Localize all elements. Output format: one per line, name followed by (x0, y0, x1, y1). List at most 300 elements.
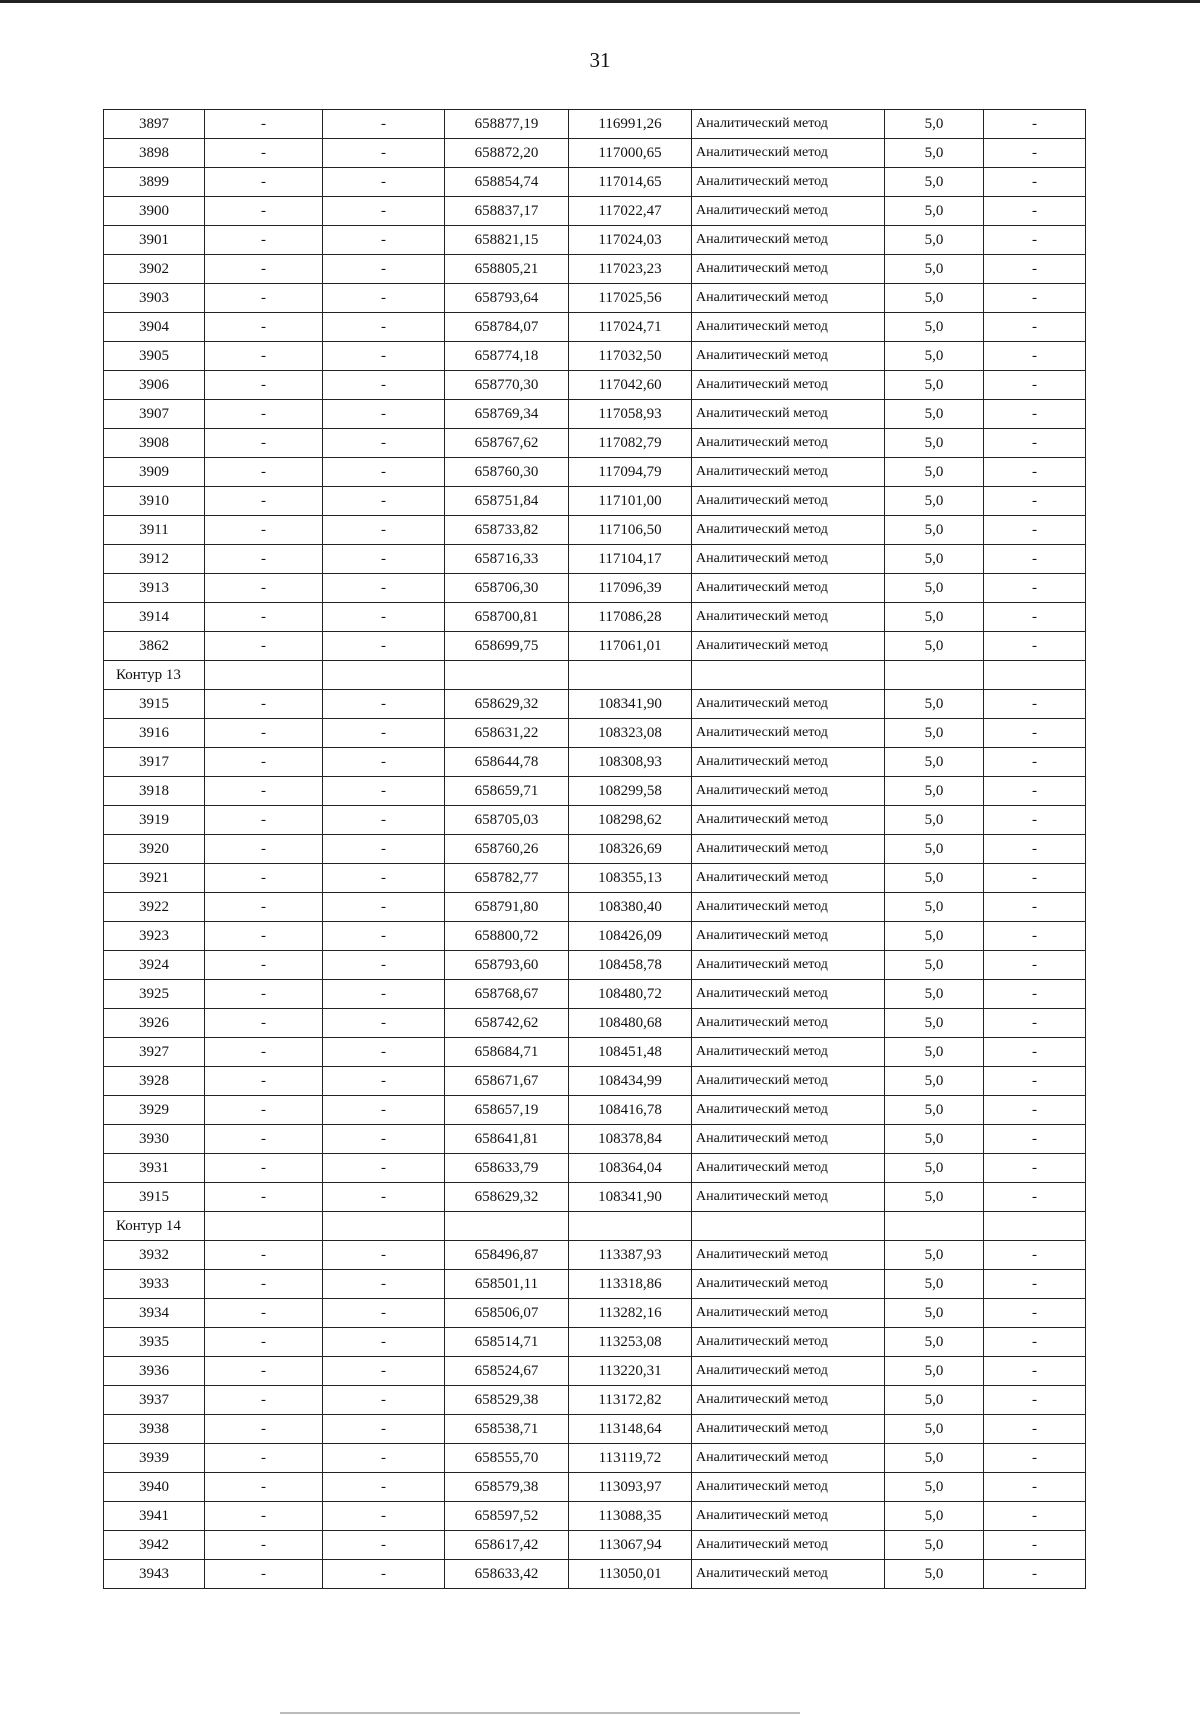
method-cell: Аналитический метод (692, 719, 885, 748)
contour-label: Контур 13 (104, 661, 205, 690)
method-cell: Аналитический метод (692, 371, 885, 400)
y-coordinate-cell: 117061,01 (569, 632, 692, 661)
empty-dash-cell: - (984, 835, 1086, 864)
empty-dash-cell: - (205, 1415, 323, 1444)
point-number-cell: 3933 (104, 1270, 205, 1299)
y-coordinate-cell: 108451,48 (569, 1038, 692, 1067)
y-coordinate-cell: 113387,93 (569, 1241, 692, 1270)
x-coordinate-cell: 658641,81 (445, 1125, 569, 1154)
empty-dash-cell: - (984, 806, 1086, 835)
method-cell: Аналитический метод (692, 429, 885, 458)
x-coordinate-cell: 658805,21 (445, 255, 569, 284)
point-number-cell: 3929 (104, 1096, 205, 1125)
x-coordinate-cell: 658770,30 (445, 371, 569, 400)
empty-dash-cell: - (984, 1560, 1086, 1589)
table-row (104, 1038, 1086, 1067)
empty-dash-cell: - (205, 284, 323, 313)
contour-header-row (104, 1212, 1086, 1241)
point-number-cell: 3930 (104, 1125, 205, 1154)
y-coordinate-cell: 117042,60 (569, 371, 692, 400)
empty-dash-cell: - (984, 980, 1086, 1009)
accuracy-cell: 5,0 (885, 922, 984, 951)
table-row (104, 516, 1086, 545)
point-number-cell: 3937 (104, 1386, 205, 1415)
point-number-cell: 3925 (104, 980, 205, 1009)
empty-dash-cell: - (984, 284, 1086, 313)
point-number-cell: 3913 (104, 574, 205, 603)
x-coordinate-cell: 658837,17 (445, 197, 569, 226)
empty-cell (692, 661, 885, 690)
empty-dash-cell: - (323, 690, 445, 719)
empty-dash-cell: - (205, 400, 323, 429)
point-number-cell: 3908 (104, 429, 205, 458)
empty-dash-cell: - (323, 951, 445, 980)
empty-dash-cell: - (984, 1415, 1086, 1444)
empty-dash-cell: - (205, 574, 323, 603)
method-cell: Аналитический метод (692, 922, 885, 951)
accuracy-cell: 5,0 (885, 951, 984, 980)
accuracy-cell: 5,0 (885, 1560, 984, 1589)
accuracy-cell: 5,0 (885, 1299, 984, 1328)
point-number-cell: 3862 (104, 632, 205, 661)
y-coordinate-cell: 113088,35 (569, 1502, 692, 1531)
accuracy-cell: 5,0 (885, 139, 984, 168)
x-coordinate-cell: 658644,78 (445, 748, 569, 777)
y-coordinate-cell: 113148,64 (569, 1415, 692, 1444)
empty-dash-cell: - (323, 835, 445, 864)
y-coordinate-cell: 108299,58 (569, 777, 692, 806)
y-coordinate-cell: 108323,08 (569, 719, 692, 748)
table-row (104, 197, 1086, 226)
empty-cell (569, 1212, 692, 1241)
method-cell: Аналитический метод (692, 545, 885, 574)
accuracy-cell: 5,0 (885, 748, 984, 777)
empty-dash-cell: - (984, 1473, 1086, 1502)
y-coordinate-cell: 117106,50 (569, 516, 692, 545)
method-cell: Аналитический метод (692, 284, 885, 313)
x-coordinate-cell: 658659,71 (445, 777, 569, 806)
empty-dash-cell: - (984, 458, 1086, 487)
method-cell: Аналитический метод (692, 1067, 885, 1096)
empty-dash-cell: - (205, 429, 323, 458)
method-cell: Аналитический метод (692, 110, 885, 139)
method-cell: Аналитический метод (692, 574, 885, 603)
empty-dash-cell: - (984, 922, 1086, 951)
empty-dash-cell: - (984, 516, 1086, 545)
accuracy-cell: 5,0 (885, 1096, 984, 1125)
empty-dash-cell: - (205, 951, 323, 980)
method-cell: Аналитический метод (692, 777, 885, 806)
table-row (104, 168, 1086, 197)
y-coordinate-cell: 108364,04 (569, 1154, 692, 1183)
table-row (104, 313, 1086, 342)
point-number-cell: 3905 (104, 342, 205, 371)
table-row (104, 1183, 1086, 1212)
empty-dash-cell: - (205, 371, 323, 400)
accuracy-cell: 5,0 (885, 284, 984, 313)
table-row (104, 1328, 1086, 1357)
table-row (104, 1560, 1086, 1589)
empty-dash-cell: - (984, 632, 1086, 661)
contour-label: Контур 14 (104, 1212, 205, 1241)
empty-dash-cell: - (205, 487, 323, 516)
empty-dash-cell: - (984, 342, 1086, 371)
method-cell: Аналитический метод (692, 1328, 885, 1357)
empty-dash-cell: - (984, 1183, 1086, 1212)
accuracy-cell: 5,0 (885, 603, 984, 632)
x-coordinate-cell: 658529,38 (445, 1386, 569, 1415)
table-row (104, 371, 1086, 400)
point-number-cell: 3921 (104, 864, 205, 893)
y-coordinate-cell: 113067,94 (569, 1531, 692, 1560)
x-coordinate-cell: 658633,79 (445, 1154, 569, 1183)
method-cell: Аналитический метод (692, 864, 885, 893)
empty-dash-cell: - (205, 458, 323, 487)
method-cell: Аналитический метод (692, 980, 885, 1009)
accuracy-cell: 5,0 (885, 226, 984, 255)
empty-dash-cell: - (205, 1183, 323, 1212)
accuracy-cell: 5,0 (885, 1415, 984, 1444)
empty-dash-cell: - (323, 1241, 445, 1270)
empty-dash-cell: - (323, 313, 445, 342)
empty-dash-cell: - (323, 371, 445, 400)
empty-dash-cell: - (205, 516, 323, 545)
empty-dash-cell: - (205, 1444, 323, 1473)
x-coordinate-cell: 658597,52 (445, 1502, 569, 1531)
table-row (104, 777, 1086, 806)
accuracy-cell: 5,0 (885, 1009, 984, 1038)
empty-dash-cell: - (984, 1125, 1086, 1154)
empty-dash-cell: - (984, 226, 1086, 255)
method-cell: Аналитический метод (692, 951, 885, 980)
empty-dash-cell: - (984, 1009, 1086, 1038)
empty-dash-cell: - (205, 835, 323, 864)
accuracy-cell: 5,0 (885, 1183, 984, 1212)
y-coordinate-cell: 108458,78 (569, 951, 692, 980)
method-cell: Аналитический метод (692, 168, 885, 197)
table-row (104, 1009, 1086, 1038)
x-coordinate-cell: 658760,26 (445, 835, 569, 864)
table-row (104, 226, 1086, 255)
empty-dash-cell: - (984, 1531, 1086, 1560)
empty-dash-cell: - (984, 1386, 1086, 1415)
x-coordinate-cell: 658579,38 (445, 1473, 569, 1502)
point-number-cell: 3899 (104, 168, 205, 197)
x-coordinate-cell: 658706,30 (445, 574, 569, 603)
empty-dash-cell: - (323, 197, 445, 226)
empty-cell (692, 1212, 885, 1241)
empty-dash-cell: - (323, 429, 445, 458)
method-cell: Аналитический метод (692, 1502, 885, 1531)
y-coordinate-cell: 113172,82 (569, 1386, 692, 1415)
empty-dash-cell: - (323, 922, 445, 951)
y-coordinate-cell: 117025,56 (569, 284, 692, 313)
empty-dash-cell: - (984, 1154, 1086, 1183)
method-cell: Аналитический метод (692, 1473, 885, 1502)
empty-dash-cell: - (984, 1241, 1086, 1270)
point-number-cell: 3940 (104, 1473, 205, 1502)
method-cell: Аналитический метод (692, 1444, 885, 1473)
empty-dash-cell: - (205, 864, 323, 893)
method-cell: Аналитический метод (692, 342, 885, 371)
point-number-cell: 3936 (104, 1357, 205, 1386)
x-coordinate-cell: 658768,67 (445, 980, 569, 1009)
empty-dash-cell: - (323, 1328, 445, 1357)
empty-cell (569, 661, 692, 690)
point-number-cell: 3900 (104, 197, 205, 226)
accuracy-cell: 5,0 (885, 1531, 984, 1560)
empty-dash-cell: - (323, 1125, 445, 1154)
x-coordinate-cell: 658684,71 (445, 1038, 569, 1067)
x-coordinate-cell: 658633,42 (445, 1560, 569, 1589)
accuracy-cell: 5,0 (885, 893, 984, 922)
empty-cell (445, 1212, 569, 1241)
accuracy-cell: 5,0 (885, 1125, 984, 1154)
point-number-cell: 3903 (104, 284, 205, 313)
empty-dash-cell: - (205, 980, 323, 1009)
accuracy-cell: 5,0 (885, 1241, 984, 1270)
point-number-cell: 3924 (104, 951, 205, 980)
y-coordinate-cell: 117023,23 (569, 255, 692, 284)
table-row (104, 342, 1086, 371)
empty-dash-cell: - (984, 864, 1086, 893)
y-coordinate-cell: 108341,90 (569, 690, 692, 719)
point-number-cell: 3928 (104, 1067, 205, 1096)
empty-dash-cell: - (323, 139, 445, 168)
x-coordinate-cell: 658657,19 (445, 1096, 569, 1125)
empty-dash-cell: - (984, 400, 1086, 429)
method-cell: Аналитический метод (692, 1241, 885, 1270)
empty-cell (323, 1212, 445, 1241)
point-number-cell: 3911 (104, 516, 205, 545)
empty-dash-cell: - (984, 574, 1086, 603)
empty-dash-cell: - (205, 719, 323, 748)
y-coordinate-cell: 117096,39 (569, 574, 692, 603)
empty-dash-cell: - (323, 458, 445, 487)
point-number-cell: 3902 (104, 255, 205, 284)
accuracy-cell: 5,0 (885, 1328, 984, 1357)
empty-dash-cell: - (323, 1270, 445, 1299)
point-number-cell: 3942 (104, 1531, 205, 1560)
table-row (104, 1125, 1086, 1154)
y-coordinate-cell: 113318,86 (569, 1270, 692, 1299)
accuracy-cell: 5,0 (885, 313, 984, 342)
empty-dash-cell: - (205, 603, 323, 632)
empty-dash-cell: - (205, 748, 323, 777)
accuracy-cell: 5,0 (885, 342, 984, 371)
empty-dash-cell: - (205, 1096, 323, 1125)
x-coordinate-cell: 658629,32 (445, 1183, 569, 1212)
empty-cell (205, 661, 323, 690)
accuracy-cell: 5,0 (885, 1154, 984, 1183)
accuracy-cell: 5,0 (885, 197, 984, 226)
point-number-cell: 3923 (104, 922, 205, 951)
y-coordinate-cell: 117094,79 (569, 458, 692, 487)
empty-dash-cell: - (205, 922, 323, 951)
accuracy-cell: 5,0 (885, 1386, 984, 1415)
x-coordinate-cell: 658800,72 (445, 922, 569, 951)
empty-dash-cell: - (984, 690, 1086, 719)
empty-dash-cell: - (984, 371, 1086, 400)
top-border-line (0, 0, 1200, 3)
empty-dash-cell: - (323, 777, 445, 806)
point-number-cell: 3901 (104, 226, 205, 255)
method-cell: Аналитический метод (692, 1415, 885, 1444)
table-row (104, 806, 1086, 835)
point-number-cell: 3904 (104, 313, 205, 342)
empty-dash-cell: - (323, 1357, 445, 1386)
point-number-cell: 3920 (104, 835, 205, 864)
empty-dash-cell: - (205, 1357, 323, 1386)
empty-dash-cell: - (323, 1183, 445, 1212)
empty-dash-cell: - (205, 1386, 323, 1415)
point-number-cell: 3927 (104, 1038, 205, 1067)
accuracy-cell: 5,0 (885, 864, 984, 893)
point-number-cell: 3907 (104, 400, 205, 429)
table-row (104, 719, 1086, 748)
method-cell: Аналитический метод (692, 893, 885, 922)
y-coordinate-cell: 108378,84 (569, 1125, 692, 1154)
point-number-cell: 3898 (104, 139, 205, 168)
accuracy-cell: 5,0 (885, 487, 984, 516)
y-coordinate-cell: 113220,31 (569, 1357, 692, 1386)
point-number-cell: 3915 (104, 690, 205, 719)
y-coordinate-cell: 117032,50 (569, 342, 692, 371)
empty-dash-cell: - (205, 168, 323, 197)
y-coordinate-cell: 117058,93 (569, 400, 692, 429)
accuracy-cell: 5,0 (885, 545, 984, 574)
empty-dash-cell: - (205, 806, 323, 835)
y-coordinate-cell: 113253,08 (569, 1328, 692, 1357)
y-coordinate-cell: 108326,69 (569, 835, 692, 864)
table-row (104, 1241, 1086, 1270)
method-cell: Аналитический метод (692, 1125, 885, 1154)
accuracy-cell: 5,0 (885, 1473, 984, 1502)
x-coordinate-cell: 658700,81 (445, 603, 569, 632)
x-coordinate-cell: 658767,62 (445, 429, 569, 458)
table-row (104, 255, 1086, 284)
bottom-scan-line (280, 1712, 800, 1714)
table-row (104, 110, 1086, 139)
empty-dash-cell: - (323, 864, 445, 893)
contour-header-row (104, 661, 1086, 690)
x-coordinate-cell: 658774,18 (445, 342, 569, 371)
empty-dash-cell: - (323, 255, 445, 284)
empty-dash-cell: - (323, 980, 445, 1009)
empty-dash-cell: - (984, 255, 1086, 284)
accuracy-cell: 5,0 (885, 690, 984, 719)
table-row (104, 487, 1086, 516)
empty-dash-cell: - (205, 1473, 323, 1502)
empty-dash-cell: - (323, 806, 445, 835)
empty-dash-cell: - (984, 110, 1086, 139)
accuracy-cell: 5,0 (885, 1357, 984, 1386)
table-row (104, 139, 1086, 168)
empty-dash-cell: - (205, 1328, 323, 1357)
y-coordinate-cell: 117101,00 (569, 487, 692, 516)
method-cell: Аналитический метод (692, 255, 885, 284)
accuracy-cell: 5,0 (885, 835, 984, 864)
table-row (104, 1357, 1086, 1386)
point-number-cell: 3931 (104, 1154, 205, 1183)
empty-dash-cell: - (323, 1038, 445, 1067)
empty-dash-cell: - (984, 429, 1086, 458)
table-row (104, 632, 1086, 661)
table-row (104, 951, 1086, 980)
point-number-cell: 3909 (104, 458, 205, 487)
y-coordinate-cell: 108355,13 (569, 864, 692, 893)
empty-dash-cell: - (205, 110, 323, 139)
accuracy-cell: 5,0 (885, 980, 984, 1009)
empty-dash-cell: - (984, 951, 1086, 980)
empty-dash-cell: - (984, 777, 1086, 806)
point-number-cell: 3918 (104, 777, 205, 806)
table-row (104, 458, 1086, 487)
empty-dash-cell: - (205, 1009, 323, 1038)
empty-dash-cell: - (984, 545, 1086, 574)
x-coordinate-cell: 658872,20 (445, 139, 569, 168)
y-coordinate-cell: 108426,09 (569, 922, 692, 951)
empty-dash-cell: - (323, 1502, 445, 1531)
point-number-cell: 3914 (104, 603, 205, 632)
point-number-cell: 3917 (104, 748, 205, 777)
method-cell: Аналитический метод (692, 400, 885, 429)
method-cell: Аналитический метод (692, 458, 885, 487)
x-coordinate-cell: 658524,67 (445, 1357, 569, 1386)
accuracy-cell: 5,0 (885, 371, 984, 400)
empty-dash-cell: - (323, 632, 445, 661)
x-coordinate-cell: 658782,77 (445, 864, 569, 893)
x-coordinate-cell: 658742,62 (445, 1009, 569, 1038)
empty-dash-cell: - (205, 1299, 323, 1328)
empty-dash-cell: - (205, 1154, 323, 1183)
point-number-cell: 3941 (104, 1502, 205, 1531)
table-row (104, 1096, 1086, 1125)
y-coordinate-cell: 117086,28 (569, 603, 692, 632)
method-cell: Аналитический метод (692, 1299, 885, 1328)
empty-dash-cell: - (323, 1009, 445, 1038)
page-number: 31 (589, 48, 611, 72)
x-coordinate-cell: 658821,15 (445, 226, 569, 255)
y-coordinate-cell: 117024,03 (569, 226, 692, 255)
empty-dash-cell: - (323, 284, 445, 313)
point-number-cell: 3916 (104, 719, 205, 748)
empty-dash-cell: - (323, 893, 445, 922)
empty-dash-cell: - (323, 226, 445, 255)
empty-dash-cell: - (323, 748, 445, 777)
empty-dash-cell: - (984, 893, 1086, 922)
x-coordinate-cell: 658751,84 (445, 487, 569, 516)
empty-dash-cell: - (205, 632, 323, 661)
x-coordinate-cell: 658716,33 (445, 545, 569, 574)
accuracy-cell: 5,0 (885, 719, 984, 748)
empty-dash-cell: - (205, 1125, 323, 1154)
method-cell: Аналитический метод (692, 1183, 885, 1212)
method-cell: Аналитический метод (692, 516, 885, 545)
empty-dash-cell: - (984, 487, 1086, 516)
empty-cell (984, 1212, 1086, 1241)
accuracy-cell: 5,0 (885, 1502, 984, 1531)
empty-dash-cell: - (205, 342, 323, 371)
x-coordinate-cell: 658791,80 (445, 893, 569, 922)
empty-cell (885, 1212, 984, 1241)
x-coordinate-cell: 658699,75 (445, 632, 569, 661)
empty-cell (445, 661, 569, 690)
empty-dash-cell: - (323, 1096, 445, 1125)
y-coordinate-cell: 117104,17 (569, 545, 692, 574)
empty-dash-cell: - (205, 1067, 323, 1096)
method-cell: Аналитический метод (692, 313, 885, 342)
